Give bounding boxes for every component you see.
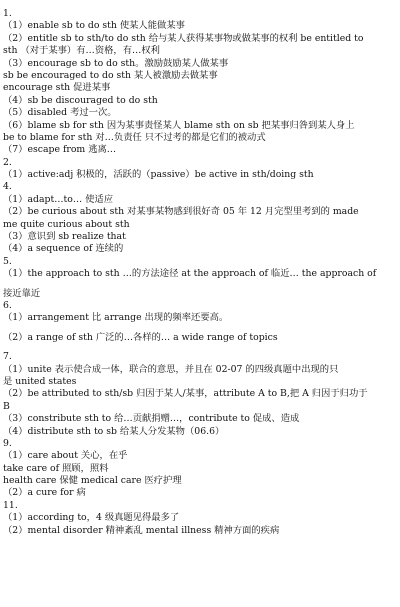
text-line: （2）be attributed to sth/sb 归因于某人/某事，attribute A to B,把 A 归因于归功于	[3, 388, 368, 400]
text-line: B	[3, 400, 10, 412]
text-line: 11.	[3, 499, 18, 511]
text-line: （1）enable sb to do sth 使某人能做某事	[3, 20, 185, 32]
text-line: （6）blame sb for sth 因为某事责怪某人 blame sth on sb 把某事归咎到某人身上	[3, 119, 355, 131]
blank-gap	[3, 281, 394, 288]
text-line: （1）adapt…to… 使适应	[3, 193, 114, 205]
document-body	[0, 8, 400, 537]
text-line: （5）disabled 考过一次。	[3, 107, 117, 119]
text-line: 1.	[3, 8, 12, 19]
text-line: sth （对于某事）有…资格，有…权利	[3, 45, 160, 57]
text-line: 2.	[3, 156, 12, 168]
text-line: （1）arrangement 比 arrange 出现的频率还要高。	[3, 312, 229, 324]
text-line: 9.	[3, 437, 12, 449]
text-line: （1）care about 关心，在乎	[3, 450, 128, 462]
text-line: （3）意识到 sb realize that	[3, 231, 126, 243]
blank-gap	[3, 325, 394, 332]
text-line: 4.	[3, 181, 12, 193]
text-line: （3）encourage sb to do sth。激励鼓励某人做某事	[3, 57, 229, 69]
text-line: （2）a cure for 病	[3, 487, 86, 499]
text-line: 5.	[3, 255, 12, 267]
text-line: take care of 照顾，照料	[3, 462, 109, 474]
text-line: （1）according to，4 级真题见得最多了	[3, 512, 180, 524]
text-line: （7）escape from 逃离…	[3, 144, 117, 156]
text-line: （2）entitle sb to sth/to do sth 给与某人获得某事物或做某事的权利 be entitled to	[3, 32, 364, 44]
text-line: encourage sth 促进某事	[3, 82, 111, 94]
text-line: be to blame for sth 对…负责任 只不过考的都是它们的被动式	[3, 131, 266, 143]
text-line: me quite curious about sth	[3, 218, 130, 230]
text-line: （4）sb be discouraged to do sth	[3, 94, 158, 106]
text-line: （2）be curious about sth 对某事某物感到很好奇 05 年 12 月完型里考到的 made	[3, 206, 359, 218]
text-line: 7.	[3, 351, 12, 363]
text-line: （1）unite 表示使合成一体，联合的意思，并且在 02-07 的四级真题中出现的只	[3, 363, 339, 375]
text-line: （1）the approach to sth …的方法途径 at the approach of 临近… the approach of	[3, 268, 377, 280]
text-line: （2）a range of sth 广泛的…各样的… a wide range of topics	[3, 331, 278, 343]
text-line: 接近靠近	[3, 287, 41, 299]
text-line: （3）constribute sth to 给…贡献捐赠…，contribute to 促成、造成	[3, 413, 300, 425]
text-line: （2）mental disorder 精神紊乱 mental illness 精神方面的疾病	[3, 524, 280, 536]
text-line: （4）a sequence of 连续的	[3, 243, 124, 255]
text-line: sb be encouraged to do sth 某人被激励去做某事	[3, 69, 218, 81]
text-line: （4）distribute sth to sb 给某人分发某物（06.6）	[3, 425, 225, 437]
blank-gap	[3, 344, 394, 351]
text-line: health care 保健 medical care 医疗护理	[3, 475, 182, 487]
text-line: 是 united states	[3, 375, 77, 387]
text-line: （1）active:adj 积极的，活跃的（passive）be active in sth/doing sth	[3, 169, 314, 181]
text-line: 6.	[3, 299, 12, 311]
